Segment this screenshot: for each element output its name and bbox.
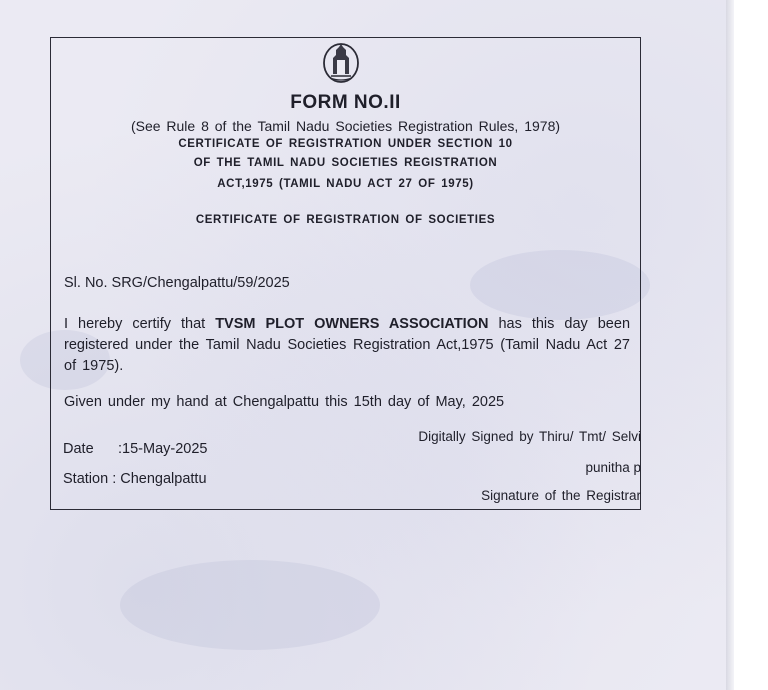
date-value: :15-May-2025 bbox=[118, 441, 208, 457]
form-title: FORM NO.II bbox=[290, 92, 401, 113]
signature-caption: Signature of the Registrar bbox=[481, 488, 641, 503]
heading-line-3: ACT,1975 (TAMIL NADU ACT 27 OF 1975) bbox=[217, 178, 474, 190]
heading-line-2: OF THE TAMIL NADU SOCIETIES REGISTRATION bbox=[193, 157, 498, 169]
certificate-subheading: CERTIFICATE OF REGISTRATION OF SOCIETIES bbox=[195, 214, 496, 226]
digital-signature-line: Digitally Signed by Thiru/ Tmt/ Selvi bbox=[418, 429, 641, 444]
certify-rest: has this day been registered under the Tamil Nadu Societies Registration Act,1975 (Tamil Nadu Act 27 of 1975). bbox=[64, 316, 631, 374]
station-label: Station bbox=[63, 471, 109, 487]
signatory-name: punitha p bbox=[585, 460, 641, 475]
state-emblem-icon bbox=[321, 40, 361, 84]
paper-stain bbox=[120, 560, 380, 650]
date-row bbox=[63, 441, 207, 457]
certification-paragraph bbox=[64, 314, 630, 377]
certify-intro: I hereby certify that bbox=[64, 316, 206, 332]
date-label: Date bbox=[63, 441, 94, 457]
station-value: : Chengalpattu bbox=[112, 471, 207, 487]
given-line: Given under my hand at Chengalpattu this 15th day of May, 2025 bbox=[64, 394, 505, 410]
rule-reference: (See Rule 8 of the Tamil Nadu Societies Registration Rules, 1978) bbox=[130, 118, 561, 134]
page-edge bbox=[726, 0, 734, 690]
station-row bbox=[63, 471, 207, 487]
serial-number: Sl. No. SRG/Chengalpattu/59/2025 bbox=[64, 275, 290, 291]
heading-line-1: CERTIFICATE OF REGISTRATION UNDER SECTION 10 bbox=[178, 138, 513, 150]
society-name: TVSM PLOT OWNERS ASSOCIATION bbox=[215, 316, 489, 332]
